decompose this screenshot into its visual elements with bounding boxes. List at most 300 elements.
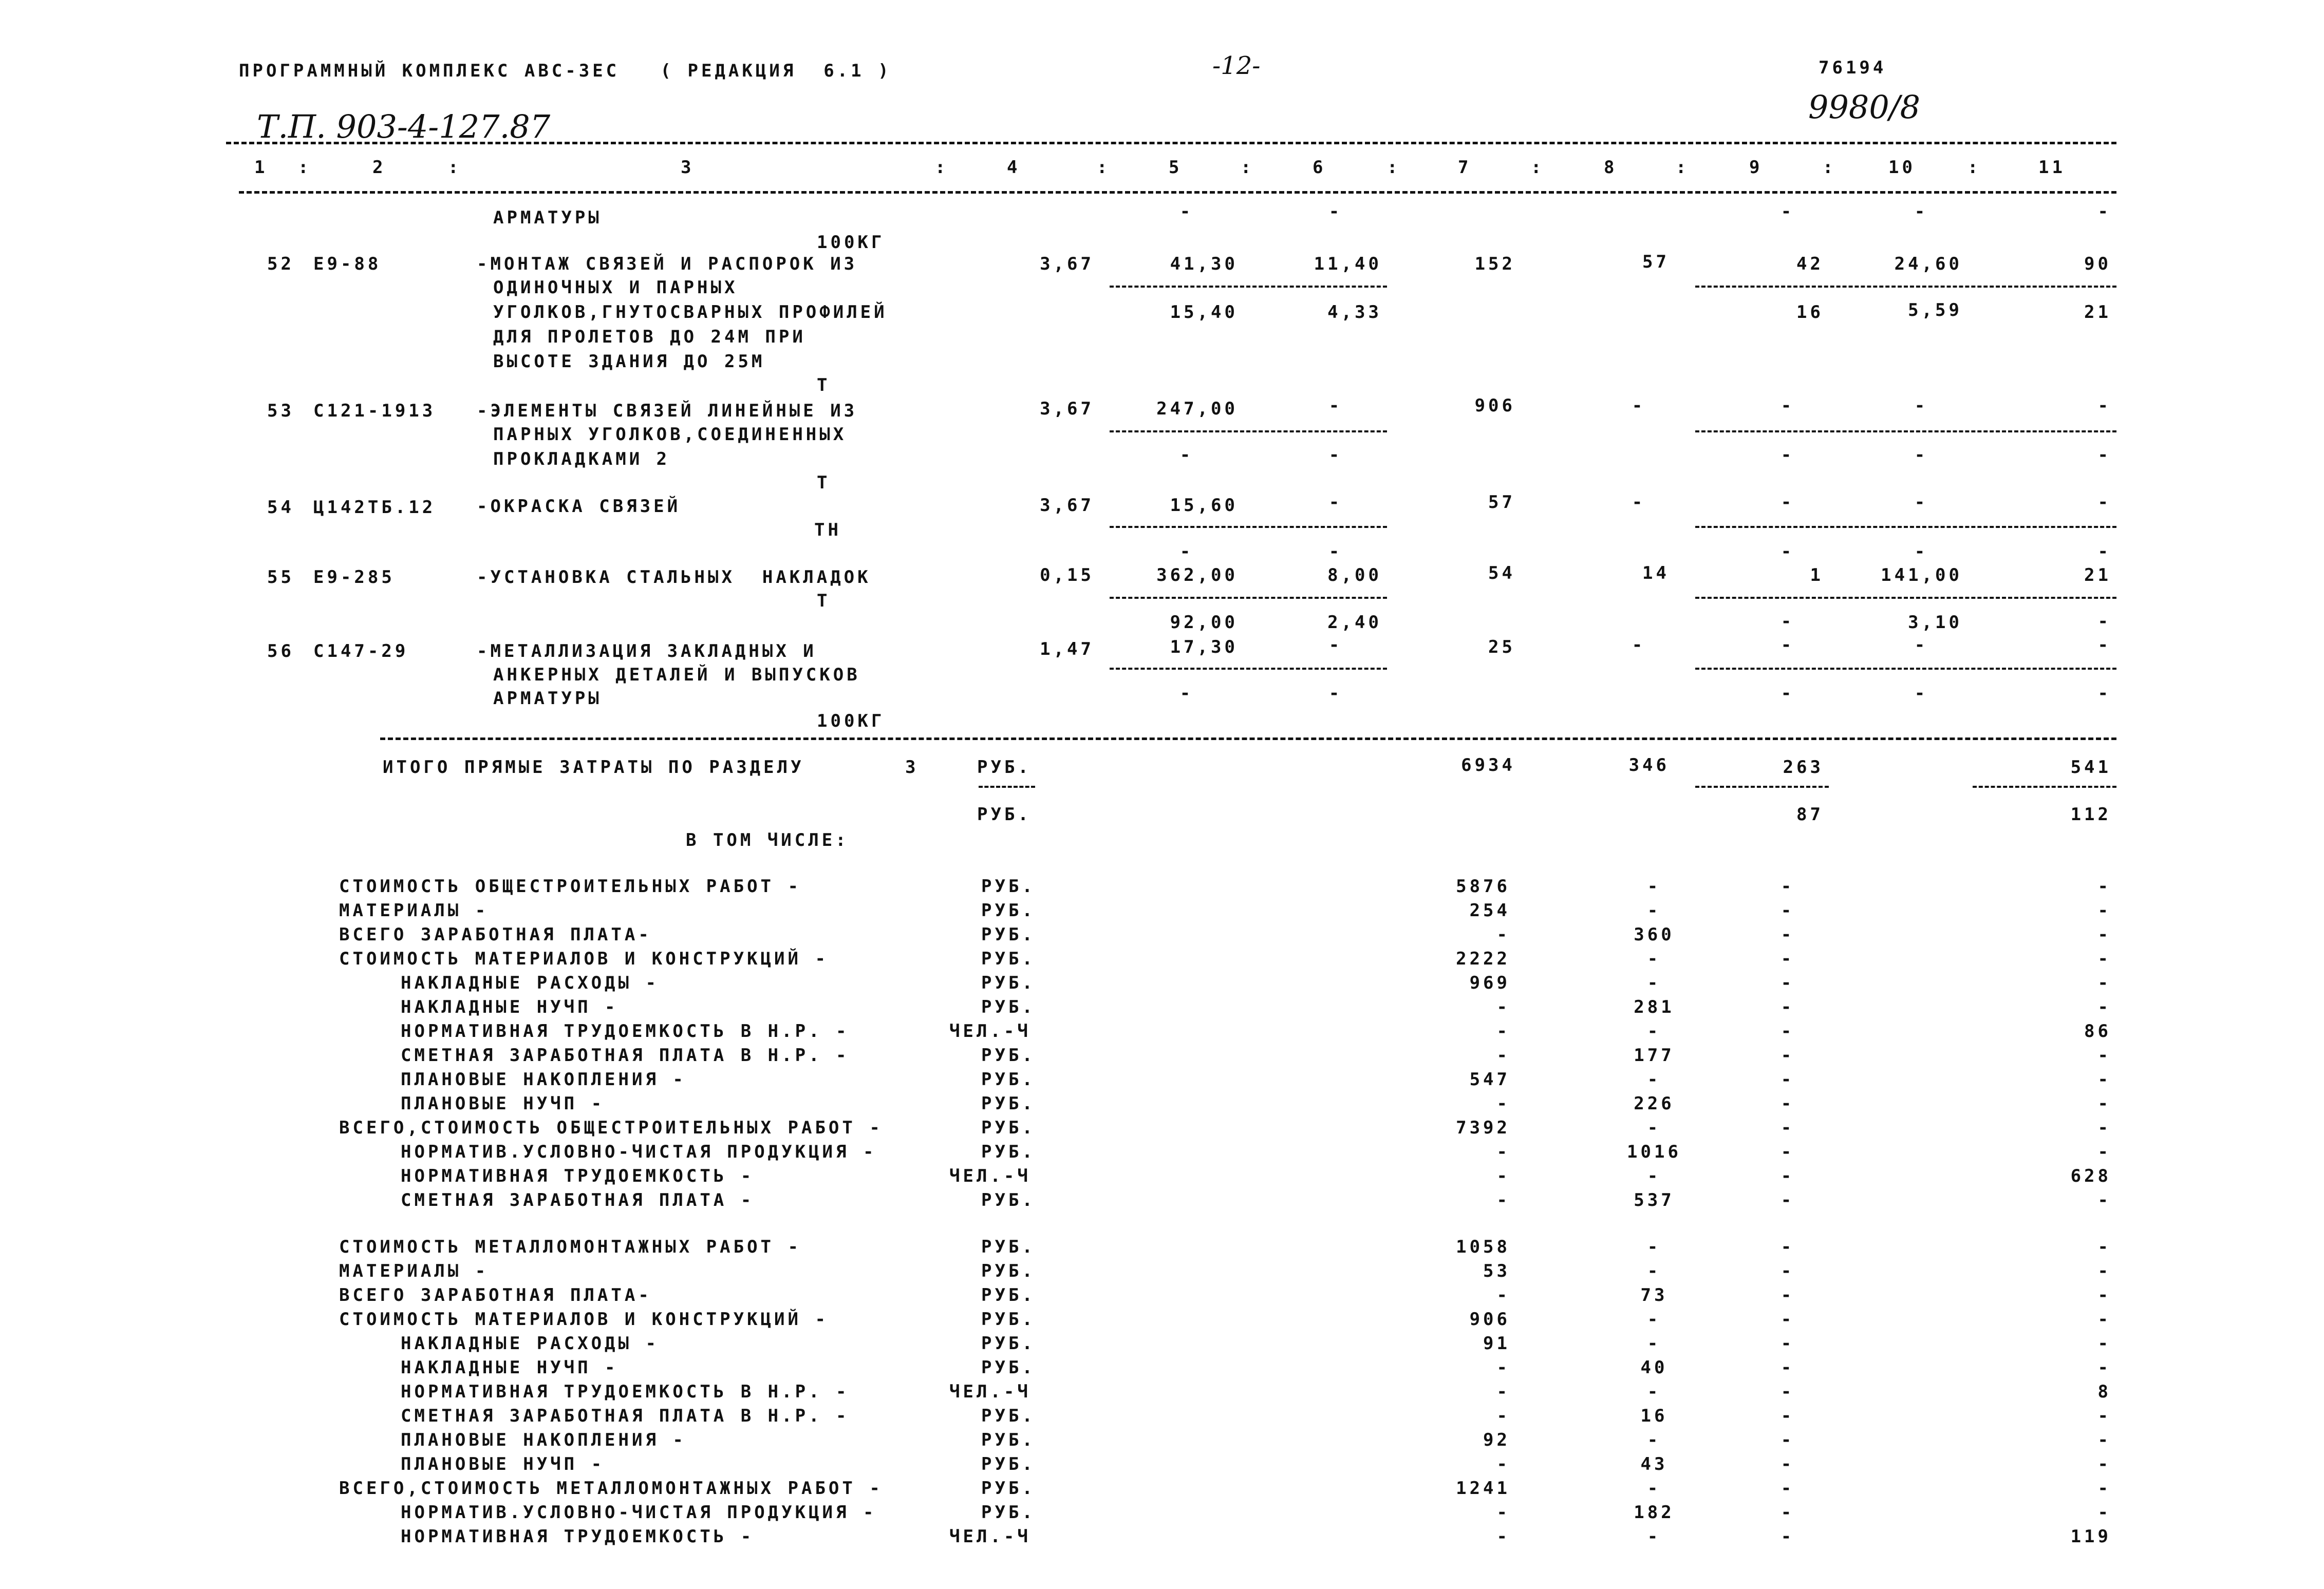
cell-c5b: -	[1179, 541, 1194, 562]
cell-divider	[1695, 430, 2116, 432]
cell-c4: 3,67	[1040, 495, 1094, 516]
summary-unit: РУБ.	[981, 1069, 1036, 1090]
row-number: 54	[267, 497, 294, 518]
cell-c5: 15,60	[1170, 495, 1238, 516]
cell-c10b: -	[1914, 683, 1928, 704]
program-title: ПРОГРАММНЫЙ КОМПЛЕКС АВС-ЗЕС ( РЕДАКЦИЯ 6.1 )	[239, 61, 892, 81]
summary-unit: РУБ.	[981, 1478, 1036, 1499]
cell-c4: 0,15	[1040, 565, 1094, 585]
header-rule	[239, 191, 2116, 194]
summary-c11: -	[2097, 1093, 2111, 1114]
summary-c11: 8	[2097, 1382, 2111, 1402]
summary-unit: ЧЕЛ.-Ч	[949, 1382, 1031, 1402]
summary-c9: -	[1781, 1454, 1795, 1474]
row-unit: 100КГ	[817, 711, 885, 731]
summary-label: ПЛАНОВЫЕ НУЧП -	[401, 1454, 605, 1474]
summary-unit: РУБ.	[981, 924, 1036, 945]
summary-c9: -	[1781, 1309, 1795, 1330]
summary-c9: -	[1781, 1478, 1795, 1499]
summary-c7: -	[1496, 1357, 1510, 1378]
summary-unit: ЧЕЛ.-Ч	[949, 1166, 1031, 1186]
cell-c5b: 15,40	[1170, 302, 1238, 323]
cell-c7: 906	[1474, 395, 1515, 416]
cell-c9: -	[1781, 492, 1795, 513]
cell-c6b: 4,33	[1327, 302, 1382, 323]
cell-c7: 54	[1488, 563, 1515, 583]
summary-label: НАКЛАДНЫЕ НУЧП -	[401, 1357, 619, 1378]
summary-unit: РУБ.	[981, 1333, 1036, 1354]
cell-c11: -	[2097, 492, 2111, 513]
summary-c7: 254	[1469, 900, 1510, 921]
col-sep: :	[1676, 157, 1690, 178]
col-sep: :	[298, 157, 312, 178]
cell-c10: 24,60	[1894, 254, 1962, 274]
row-desc: ВЫСОТЕ ЗДАНИЯ ДО 25М	[493, 351, 765, 372]
summary-label: ВСЕГО ЗАРАБОТНАЯ ПЛАТА-	[339, 924, 652, 945]
summary-c11: -	[2097, 1454, 2111, 1474]
cell-c5b: -	[1179, 683, 1194, 704]
row-unit: Т	[817, 375, 831, 395]
row-desc: -МОНТАЖ СВЯЗЕЙ И РАСПОРОК ИЗ	[477, 254, 858, 274]
cell-divider	[1110, 668, 1387, 670]
summary-c9: -	[1781, 1190, 1795, 1210]
row-unit: ТН	[814, 520, 841, 540]
col-sep: :	[1387, 157, 1401, 178]
unit-divider	[979, 786, 1035, 788]
cell-c8: 57	[1642, 252, 1670, 272]
summary-label: ПЛАНОВЫЕ НАКОПЛЕНИЯ -	[401, 1069, 686, 1090]
summary-unit: РУБ.	[981, 1045, 1036, 1066]
summary-c9: -	[1781, 1526, 1795, 1547]
col-sep: :	[1823, 157, 1836, 178]
summary-c8: -	[1647, 1309, 1661, 1330]
row-desc: -МЕТАЛЛИЗАЦИЯ ЗАКЛАДНЫХ И	[477, 641, 817, 661]
summary-label: ПЛАНОВЫЕ НУЧП -	[401, 1093, 605, 1114]
cell-c8: -	[1632, 635, 1646, 655]
cell-dash: -	[1328, 201, 1343, 222]
row-code: Е9-88	[313, 254, 382, 274]
summary-c7: -	[1496, 1142, 1510, 1162]
cell-c11b: -	[2097, 683, 2111, 704]
cell-c8: -	[1632, 395, 1646, 416]
summary-label: ВСЕГО,СТОИМОСТЬ ОБЩЕСТРОИТЕЛЬНЫХ РАБОТ -	[339, 1118, 883, 1138]
summary-c11: -	[2097, 1430, 2111, 1450]
cell-c11b: -	[2097, 445, 2111, 465]
summary-unit: РУБ.	[981, 997, 1036, 1017]
summary-c9: -	[1781, 973, 1795, 993]
total-c7: 6934	[1461, 755, 1515, 775]
cell-c6b: -	[1328, 541, 1343, 562]
summary-unit: РУБ.	[981, 1285, 1036, 1306]
col-sep: :	[448, 157, 462, 178]
summary-c8: -	[1647, 1069, 1661, 1090]
summary-unit: РУБ.	[981, 973, 1036, 993]
cell-divider	[1973, 786, 2116, 788]
summary-c9: -	[1781, 1261, 1795, 1281]
summary-c7: 547	[1469, 1069, 1510, 1090]
cell-c5: 17,30	[1170, 637, 1238, 657]
cell-c6: 11,40	[1314, 254, 1382, 274]
summary-c9: -	[1781, 1382, 1795, 1402]
cell-c11: -	[2097, 395, 2111, 416]
cell-divider	[1110, 430, 1387, 432]
summary-label: СМЕТНАЯ ЗАРАБОТНАЯ ПЛАТА В Н.Р. -	[401, 1045, 850, 1066]
summary-c8: -	[1647, 1118, 1661, 1138]
summary-label: МАТЕРИАЛЫ -	[339, 1261, 489, 1281]
row-code: Ц142ТБ.12	[313, 497, 436, 518]
summary-c11: -	[2097, 1285, 2111, 1306]
summary-c8: -	[1647, 900, 1661, 921]
cell-dash: -	[1914, 201, 1928, 222]
cell-c6b: 2,40	[1327, 612, 1382, 633]
col-sep: :	[1531, 157, 1545, 178]
row-number: 53	[267, 401, 294, 421]
summary-c11: -	[2097, 1502, 2111, 1523]
summary-c9: -	[1781, 1285, 1795, 1306]
row-desc: АРМАТУРЫ	[493, 207, 602, 228]
summary-c9: -	[1781, 876, 1795, 897]
summary-c7: 906	[1469, 1309, 1510, 1330]
cell-dash: -	[1781, 201, 1795, 222]
summary-c9: -	[1781, 1166, 1795, 1186]
cell-c11b: -	[2097, 611, 2111, 632]
summary-c8: -	[1647, 1430, 1661, 1450]
cell-c6: 8,00	[1327, 565, 1382, 585]
summary-label: НОРМАТИВНАЯ ТРУДОЕМКОСТЬ В Н.Р. -	[401, 1021, 850, 1042]
col-9: 9	[1749, 157, 1763, 178]
total-rule	[380, 737, 2116, 740]
summary-c11: -	[2097, 1118, 2111, 1138]
summary-unit: РУБ.	[981, 1502, 1036, 1523]
summary-unit: РУБ.	[981, 1430, 1036, 1450]
cell-divider	[1695, 668, 2116, 670]
summary-unit: РУБ.	[981, 1357, 1036, 1378]
row-desc: -ОКРАСКА СВЯЗЕЙ	[477, 496, 681, 517]
row-unit: Т	[817, 472, 831, 493]
row-desc: -ЭЛЕМЕНТЫ СВЯЗЕЙ ЛИНЕЙНЫЕ ИЗ	[477, 401, 858, 421]
col-4: 4	[1007, 157, 1021, 178]
summary-c7: -	[1496, 1285, 1510, 1306]
summary-c7: -	[1496, 1502, 1510, 1523]
summary-c11: -	[2097, 1357, 2111, 1378]
row-code: Е9-285	[313, 567, 395, 588]
summary-c8: -	[1647, 1166, 1661, 1186]
page-number: -12-	[1212, 51, 1261, 80]
cell-c11: 90	[2084, 254, 2111, 274]
cell-c5: 362,00	[1156, 565, 1238, 585]
summary-c11: -	[2097, 997, 2111, 1017]
summary-c8: 281	[1634, 997, 1675, 1017]
summary-c11: -	[2097, 1261, 2111, 1281]
summary-c9: -	[1781, 1118, 1795, 1138]
summary-c8: -	[1647, 1261, 1661, 1281]
summary-c9: -	[1781, 1069, 1795, 1090]
cell-divider	[1110, 597, 1387, 599]
summary-c11: -	[2097, 949, 2111, 969]
summary-c7: -	[1496, 1021, 1510, 1042]
summary-c8: 16	[1640, 1406, 1668, 1426]
summary-unit: РУБ.	[981, 900, 1036, 921]
col-sep: :	[1241, 157, 1254, 178]
total-unit-2: РУБ.	[977, 804, 1032, 825]
summary-c8: -	[1647, 1478, 1661, 1499]
summary-c7: -	[1496, 924, 1510, 945]
cell-c9b: -	[1781, 611, 1795, 632]
summary-label: СТОИМОСТЬ МАТЕРИАЛОВ И КОНСТРУКЦИЙ -	[339, 949, 829, 969]
cell-dash: -	[1179, 201, 1194, 222]
summary-c8: 1016	[1627, 1142, 1681, 1162]
cell-divider	[1110, 526, 1387, 528]
summary-c11: 86	[2084, 1021, 2111, 1042]
cell-c6: -	[1328, 395, 1343, 416]
cell-divider	[1695, 597, 2116, 599]
summary-c9: -	[1781, 924, 1795, 945]
summary-label: НОРМАТИВНАЯ ТРУДОЕМКОСТЬ В Н.Р. -	[401, 1382, 850, 1402]
summary-c11: -	[2097, 973, 2111, 993]
summary-c8: -	[1647, 1382, 1661, 1402]
summary-unit: РУБ.	[981, 949, 1036, 969]
row-desc: АРМАТУРЫ	[493, 688, 602, 709]
summary-c9: -	[1781, 1406, 1795, 1426]
summary-c8: -	[1647, 1021, 1661, 1042]
top-rule	[226, 142, 2116, 144]
cell-c7: 152	[1474, 254, 1515, 274]
cell-c11: 21	[2084, 565, 2111, 585]
summary-c11: -	[2097, 1142, 2111, 1162]
col-1: 1	[254, 157, 268, 178]
summary-c7: 2222	[1456, 949, 1510, 969]
cell-c10b: 5,59	[1908, 300, 1962, 320]
summary-c7: -	[1496, 1093, 1510, 1114]
summary-c7: 53	[1483, 1261, 1510, 1281]
cell-c10b: -	[1914, 445, 1928, 465]
summary-c8: 177	[1634, 1045, 1675, 1066]
summary-c8: -	[1647, 949, 1661, 969]
cell-c9: 1	[1810, 565, 1824, 585]
row-desc: -УСТАНОВКА СТАЛЬНЫХ НАКЛАДОК	[477, 567, 871, 588]
col-11: 11	[2038, 157, 2066, 178]
summary-c11: -	[2097, 1478, 2111, 1499]
row-desc: ДЛЯ ПРОЛЕТОВ ДО 24М ПРИ	[493, 327, 806, 347]
cell-c7: 57	[1488, 492, 1515, 513]
cell-c6b: -	[1328, 683, 1343, 704]
summary-c9: -	[1781, 900, 1795, 921]
total-c8: 346	[1628, 755, 1670, 775]
row-number: 55	[267, 567, 294, 588]
summary-unit: РУБ.	[981, 1190, 1036, 1210]
total-c11: 541	[2070, 757, 2111, 778]
summary-c11: -	[2097, 1045, 2111, 1066]
summary-c9: -	[1781, 1093, 1795, 1114]
cell-c9b: -	[1781, 445, 1795, 465]
summary-c8: -	[1647, 973, 1661, 993]
cell-c10b: -	[1914, 541, 1928, 562]
summary-label: СМЕТНАЯ ЗАРАБОТНАЯ ПЛАТА -	[401, 1190, 755, 1210]
cell-c11b: -	[2097, 541, 2111, 562]
summary-label: НАКЛАДНЫЕ НУЧП -	[401, 997, 619, 1017]
cell-dash: -	[2097, 201, 2111, 222]
cell-c10: -	[1914, 635, 1928, 655]
summary-c7: -	[1496, 1406, 1510, 1426]
summary-c7: 91	[1483, 1333, 1510, 1354]
summary-label: СТОИМОСТЬ МЕТАЛЛОМОНТАЖНЫХ РАБОТ -	[339, 1237, 801, 1257]
cell-c5b: 92,00	[1170, 612, 1238, 633]
summary-unit: РУБ.	[981, 1454, 1036, 1474]
cell-c9b: -	[1781, 683, 1795, 704]
summary-c9: -	[1781, 1502, 1795, 1523]
summary-c9: -	[1781, 1142, 1795, 1162]
summary-c8: 40	[1640, 1357, 1668, 1378]
row-desc: АНКЕРНЫХ ДЕТАЛЕЙ И ВЫПУСКОВ	[493, 665, 860, 685]
col-sep: :	[1097, 157, 1111, 178]
cell-divider	[1695, 286, 2116, 288]
total-section: 3	[905, 757, 919, 778]
row-unit: 100КГ	[817, 232, 885, 253]
summary-c9: -	[1781, 949, 1795, 969]
col-7: 7	[1458, 157, 1472, 178]
summary-c7: -	[1496, 1526, 1510, 1547]
summary-c7: 1241	[1456, 1478, 1510, 1499]
row-desc: УГОЛКОВ,ГНУТОСВАРНЫХ ПРОФИЛЕЙ	[493, 302, 888, 323]
col-5: 5	[1169, 157, 1183, 178]
summary-c11: -	[2097, 924, 2111, 945]
col-3: 3	[681, 157, 695, 178]
summary-c7: 1058	[1456, 1237, 1510, 1257]
summary-unit: ЧЕЛ.-Ч	[949, 1526, 1031, 1547]
summary-c7: -	[1496, 1190, 1510, 1210]
summary-c11: -	[2097, 1333, 2111, 1354]
row-desc: ПРОКЛАДКАМИ 2	[493, 449, 670, 469]
summary-label: НОРМАТИВ.УСЛОВНО-ЧИСТАЯ ПРОДУКЦИЯ -	[401, 1142, 877, 1162]
summary-label: НАКЛАДНЫЕ РАСХОДЫ -	[401, 973, 659, 993]
summary-unit: РУБ.	[981, 1309, 1036, 1330]
summary-c9: -	[1781, 1237, 1795, 1257]
total-label: ИТОГО ПРЯМЫЕ ЗАТРАТЫ ПО РАЗДЕЛУ	[383, 757, 804, 778]
cell-c4: 1,47	[1040, 639, 1094, 659]
summary-c9: -	[1781, 997, 1795, 1017]
summary-c8: -	[1647, 1526, 1661, 1547]
cell-c9: -	[1781, 635, 1795, 655]
cell-c10: 141,00	[1881, 565, 1962, 585]
cell-c9b: -	[1781, 541, 1795, 562]
cell-c6: -	[1328, 492, 1343, 513]
summary-c11: -	[2097, 900, 2111, 921]
row-code: С121-1913	[313, 401, 436, 421]
cell-c9b: 16	[1796, 302, 1824, 323]
project-code: Т.П. 903-4-127.87	[257, 108, 551, 145]
total-c9b: 87	[1796, 804, 1824, 825]
summary-label: СТОИМОСТЬ ОБЩЕСТРОИТЕЛЬНЫХ РАБОТ -	[339, 876, 801, 897]
total-unit: РУБ.	[977, 757, 1032, 778]
summary-label: ПЛАНОВЫЕ НАКОПЛЕНИЯ -	[401, 1430, 686, 1450]
cell-c10b: 3,10	[1908, 612, 1962, 633]
col-sep: :	[935, 157, 949, 178]
cell-c10: -	[1914, 395, 1928, 416]
summary-unit: РУБ.	[981, 1118, 1036, 1138]
cell-c6: -	[1328, 635, 1343, 655]
cell-c9: -	[1781, 395, 1795, 416]
row-code: С147-29	[313, 641, 409, 661]
including-heading: В ТОМ ЧИСЛЕ:	[686, 830, 849, 850]
summary-c9: -	[1781, 1021, 1795, 1042]
summary-unit: РУБ.	[981, 1237, 1036, 1257]
summary-c8: -	[1647, 1237, 1661, 1257]
summary-c7: 5876	[1456, 876, 1510, 897]
cell-divider	[1695, 526, 2116, 528]
summary-c7: -	[1496, 1454, 1510, 1474]
cell-c4: 3,67	[1040, 254, 1094, 274]
row-number: 52	[267, 254, 294, 274]
summary-label: ВСЕГО,СТОИМОСТЬ МЕТАЛЛОМОНТАЖНЫХ РАБОТ -	[339, 1478, 883, 1499]
summary-unit: РУБ.	[981, 1093, 1036, 1114]
summary-c9: -	[1781, 1430, 1795, 1450]
summary-c8: -	[1647, 1333, 1661, 1354]
summary-c7: -	[1496, 997, 1510, 1017]
summary-label: СТОИМОСТЬ МАТЕРИАЛОВ И КОНСТРУКЦИЙ -	[339, 1309, 829, 1330]
cell-c8: -	[1632, 492, 1646, 513]
cell-c11: -	[2097, 635, 2111, 655]
cell-c8: 14	[1642, 563, 1670, 583]
cell-c5: 41,30	[1170, 254, 1238, 274]
cell-c5b: -	[1179, 445, 1194, 465]
summary-c11: -	[2097, 1237, 2111, 1257]
cell-c10: -	[1914, 492, 1928, 513]
summary-c7: 969	[1469, 973, 1510, 993]
row-desc: ОДИНОЧНЫХ И ПАРНЫХ	[493, 277, 738, 298]
summary-c8: 360	[1634, 924, 1675, 945]
cell-c11b: 21	[2084, 302, 2111, 323]
row-desc: ПАРНЫХ УГОЛКОВ,СОЕДИНЕННЫХ	[493, 424, 847, 445]
summary-label: НОРМАТИВНАЯ ТРУДОЕМКОСТЬ -	[401, 1166, 755, 1186]
summary-label: МАТЕРИАЛЫ -	[339, 900, 489, 921]
summary-c11: 628	[2070, 1166, 2111, 1186]
cell-c4: 3,67	[1040, 399, 1094, 419]
row-unit: Т	[817, 591, 831, 611]
col-2: 2	[372, 157, 386, 178]
summary-c11: -	[2097, 1406, 2111, 1426]
summary-c9: -	[1781, 1357, 1795, 1378]
cell-divider	[1110, 286, 1387, 288]
summary-c7: -	[1496, 1166, 1510, 1186]
summary-unit: РУБ.	[981, 1406, 1036, 1426]
document-number: 76194	[1819, 58, 1887, 78]
total-c9: 263	[1783, 757, 1824, 778]
summary-c11: -	[2097, 876, 2111, 897]
col-10: 10	[1888, 157, 1916, 178]
summary-c8: 537	[1634, 1190, 1675, 1210]
summary-unit: РУБ.	[981, 876, 1036, 897]
summary-c8: -	[1647, 876, 1661, 897]
summary-unit: ЧЕЛ.-Ч	[949, 1021, 1031, 1042]
summary-c7: -	[1496, 1045, 1510, 1066]
summary-c8: 226	[1634, 1093, 1675, 1114]
total-c11b: 112	[2070, 804, 2111, 825]
summary-unit: РУБ.	[981, 1142, 1036, 1162]
summary-c8: 73	[1640, 1285, 1668, 1306]
summary-c9: -	[1781, 1333, 1795, 1354]
summary-label: СМЕТНАЯ ЗАРАБОТНАЯ ПЛАТА В Н.Р. -	[401, 1406, 850, 1426]
summary-c11: -	[2097, 1309, 2111, 1330]
summary-unit: РУБ.	[981, 1261, 1036, 1281]
summary-label: НАКЛАДНЫЕ РАСХОДЫ -	[401, 1333, 659, 1354]
summary-c11: -	[2097, 1190, 2111, 1210]
inventory-number: 9980/8	[1808, 88, 1921, 126]
col-sep: :	[1967, 157, 1981, 178]
summary-c7: 92	[1483, 1430, 1510, 1450]
summary-c7: -	[1496, 1382, 1510, 1402]
summary-label: НОРМАТИВНАЯ ТРУДОЕМКОСТЬ -	[401, 1526, 755, 1547]
cell-c7: 25	[1488, 637, 1515, 657]
